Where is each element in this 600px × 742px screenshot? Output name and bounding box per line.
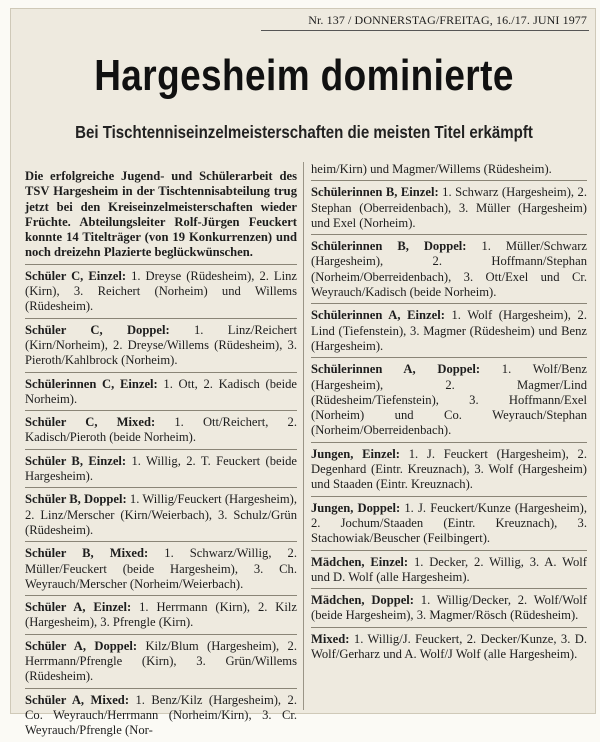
result-category: Schüler C, Doppel: [25,322,170,337]
result-text: 1. Benz/Kilz (Hargesheim), 2. Co. Weyrauch/Herrmann (Norheim/Kirn), 3. Cr. Weyrauch/Pfrengle (Nor- [25,692,297,738]
result-paragraph [25,415,297,446]
article-subheadline: Bei Tischtenniseinzelmeisterschaften die meisten Titel erkämpft [75,122,533,142]
result-paragraph [25,600,297,631]
result-category: Schüler C, Einzel: [25,268,127,283]
result-paragraph [311,185,587,231]
result-category: Schülerinnen A, Doppel: [311,362,481,377]
result-text: 1. Müller/Schwarz (Hargesheim), 2. Hoffmann/Stephan (Norheim/Oberreidenbach), 3. Ott/Exel und Cr. Weyrauch/Kadisch (beide Norheim). [311,239,587,300]
result-separator [311,303,587,304]
result-paragraph [25,546,297,592]
result-paragraph [25,639,297,685]
result-paragraph [25,269,297,315]
result-separator [25,487,297,488]
result-separator [311,357,587,358]
result-text: 1. Wolf/Benz (Hargesheim), 2. Magmer/Lind (Rüdesheim/Tiefenstein), 3. Hoffmann/Exel (Norheim) und Co. Weyrauch/Stephan (Norheim/Oberreidenbach). [311,362,587,438]
result-text: 1. Ott/Reichert, 2. Kadisch/Pieroth (beide Norheim). [25,415,297,445]
result-separator [311,180,587,181]
result-paragraph [311,239,587,300]
result-text: 1. J. Feuckert (Hargesheim), 2. Degenhard (Eintr. Kreuznach), 3. Wolf (Hargesheim) und Staaden (Eintr. Kreuznach). [311,446,587,492]
result-category: Jungen, Doppel: [311,500,401,515]
continuation-paragraph: heim/Kirn) und Magmer/Willems (Rüdesheim). [311,162,552,176]
result-text: 1. Linz/Reichert (Kirn/Norheim), 2. Dreyse/Willems (Rüdesheim), 3. Pieroth/Kahlbrock (Norheim). [25,322,298,368]
result-category: Schülerinnen B, Doppel: [311,239,467,254]
result-paragraph [311,555,587,586]
result-category: Schüler B, Mixed: [25,546,149,561]
newspaper-clipping [10,8,596,738]
result-category: Mädchen, Doppel: [311,593,414,608]
result-text: 1. Decker, 2. Willig, 3. A. Wolf und D. Wolf (alle Hargesheim). [311,554,587,584]
result-category: Schüler A, Einzel: [25,600,132,615]
result-separator [25,541,297,542]
result-separator [25,688,297,689]
result-text: 1. Schwarz/Willig, 2. Müller/Feuckert (beide Hargesheim), 3. Ch. Weyrauch/Merscher (Norheim/Weierbach). [25,546,297,591]
right-results-list [311,180,587,662]
result-category: Mixed: [311,631,350,646]
result-separator [25,318,297,319]
result-text: 1. Dreyse (Rüdesheim), 2. Linz (Kirn), 3. Reichert (Norheim) und Willems (Rüdesheim). [25,268,297,314]
result-category: Jungen, Einzel: [311,446,400,461]
result-separator [311,550,587,551]
result-paragraph [311,632,587,663]
result-separator [311,588,587,589]
result-paragraph [25,693,297,739]
result-text: 1. Willig/J. Feuckert, 2. Decker/Kunze, 3. D. Wolf/Gerharz und A. Wolf/J Wolf (alle Hargesheim). [311,631,587,662]
result-text: 1. Willig/Feuckert (Hargesheim), 2. Linz/Merscher (Kirn/Weierbach), 3. Schulz/Grün (Rüdesheim). [25,492,297,537]
result-category: Schüler A, Doppel: [25,638,138,653]
result-text: 1. Wolf (Hargesheim), 2. Lind (Tiefenstein), 3. Magmer (Rüdesheim) und Benz (Hargesheim). [311,308,587,353]
result-paragraph [311,362,587,438]
result-separator [25,595,297,596]
result-category: Mädchen, Einzel: [311,554,409,569]
result-paragraph [25,377,297,408]
left-column [25,169,297,742]
result-category: Schülerinnen A, Einzel: [311,308,445,323]
result-paragraph [311,308,587,354]
result-separator [311,442,587,443]
dateline-rule [261,30,589,31]
result-text: 1. Ott, 2. Kadisch (beide Norheim). [25,376,297,406]
result-separator [25,449,297,450]
result-category: Schülerinnen B, Einzel: [311,185,439,200]
result-paragraph [25,492,297,538]
result-separator [25,264,297,265]
result-text: 1. Willig, 2. T. Feuckert (beide Hargesheim). [25,453,297,484]
column-divider [303,162,304,710]
result-paragraph [311,501,587,547]
result-category: Schüler C, Mixed: [25,415,156,430]
result-paragraph [25,454,297,485]
result-separator [311,496,587,497]
lead-paragraph: Die erfolgreiche Jugend- und Schülerarbeit des TSV Hargesheim in der Tischtennisabteilung trug jetzt bei den Kreiseinzelmeisterschaften wieder Früchte. Abteilungsleiter Rolf-Jürgen Feuckert konnte 14 Titelträger (von 19 Konkurrenzen) und noch dreizehn Plazierte beglückwünschen. [25,169,297,260]
result-separator [25,634,297,635]
result-separator [25,410,297,411]
left-results-list [25,264,297,739]
result-paragraph [25,323,297,369]
result-text: 1. Herrmann (Kirn), 2. Kilz (Hargesheim), 3. Pfrengle (Kirn). [25,600,297,630]
result-text: Kilz/Blum (Hargesheim), 2. Herrmann/Pfrengle (Kirn), 3. Grün/Willems (Rüdesheim). [25,638,297,684]
result-separator [25,372,297,373]
result-paragraph [311,447,587,493]
result-category: Schüler B, Doppel: [25,492,127,507]
right-column [311,162,587,665]
result-text: 1. Willig/Decker, 2. Wolf/Wolf (beide Hargesheim), 3. Magmer/Rösch (Rüdesheim). [311,593,587,623]
article-headline: Hargesheim dominierte [94,51,514,100]
result-separator [311,627,587,628]
result-category: Schülerinnen C, Einzel: [25,376,158,391]
result-category: Schüler B, Einzel: [25,453,127,468]
result-text: 1. Schwarz (Hargesheim), 2. Stephan (Oberreidenbach), 3. Müller (Hargesheim) und Exel (Norheim). [311,185,587,230]
result-text: 1. J. Feuckert/Kunze (Hargesheim), 2. Jochum/Staaden (Eintr. Kreuznach), 3. Stachowiak/Beuscher (Feilbingert). [311,500,587,546]
result-category: Schüler A, Mixed: [25,692,130,707]
result-paragraph [311,593,587,624]
issue-dateline: Nr. 137 / DONNERSTAG/FREITAG, 16./17. JUNI 1977 [308,13,587,27]
result-separator [311,234,587,235]
